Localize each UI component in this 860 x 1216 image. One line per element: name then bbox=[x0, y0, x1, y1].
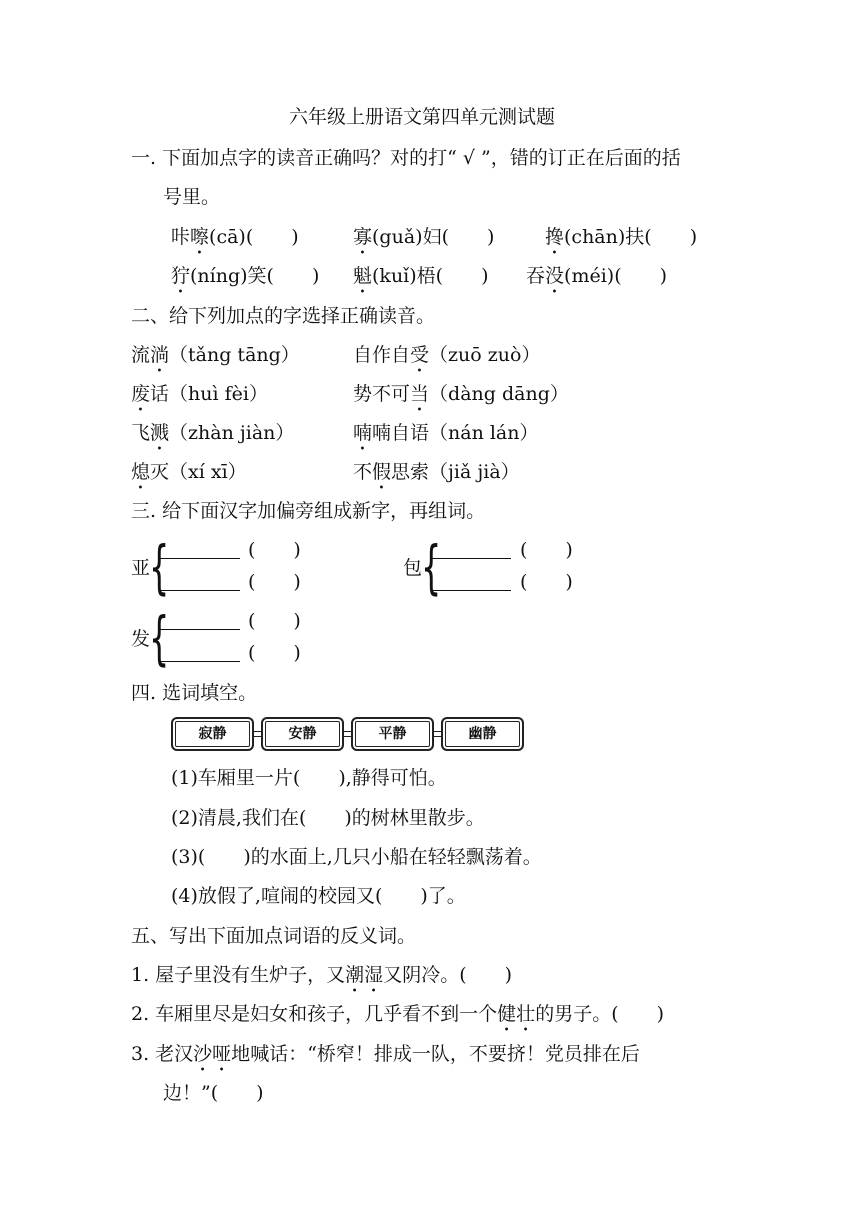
s3-blank[interactable] bbox=[160, 661, 240, 662]
s3-blank[interactable] bbox=[160, 558, 240, 559]
section-1-heading-cont: 号里。 bbox=[163, 186, 221, 208]
word-option-youjing: 幽静 bbox=[441, 717, 524, 751]
s1-item-4: 狞(níng)笑( ) bbox=[171, 265, 320, 287]
section-4-heading: 四. 选词填空。 bbox=[131, 682, 258, 704]
s3-char-ya: 亚 bbox=[131, 557, 151, 579]
s3-char-bao: 包 bbox=[403, 557, 423, 579]
s1-item-3: 搀(chān)扶( ) bbox=[545, 226, 698, 248]
word-option-anjing: 安静 bbox=[261, 717, 344, 751]
s2-item-1: 流淌（tǎng tāng） bbox=[131, 344, 300, 366]
s5-question-2: 2. 车厢里尽是妇女和孩子，几乎看不到一个健壮的男子。( ) bbox=[131, 1003, 665, 1025]
s4-question-4: (4)放假了,喧闹的校园又( )了。 bbox=[171, 885, 466, 907]
s3-blank[interactable] bbox=[431, 558, 511, 559]
s1-item-5: 魁(kuǐ)梧( ) bbox=[353, 265, 489, 287]
s2-item-3: 废话（huì fèi） bbox=[131, 383, 268, 405]
s1-item-2: 寡(guǎ)妇( ) bbox=[353, 226, 495, 248]
s3-blank[interactable] bbox=[160, 629, 240, 630]
s5-question-3-cont: 边！”( ) bbox=[163, 1082, 264, 1104]
s2-item-2: 自作自受（zuō zuò） bbox=[353, 344, 541, 366]
s4-question-2: (2)清晨,我们在( )的树林里散步。 bbox=[171, 807, 485, 829]
s3-paren: ( ) bbox=[248, 610, 301, 632]
s1-item-1: 咔嚓(cā)( ) bbox=[171, 226, 299, 248]
s2-item-5: 飞溅（zhàn jiàn） bbox=[131, 422, 295, 444]
s3-paren: ( ) bbox=[520, 539, 573, 561]
section-2-heading: 二、给下列加点的字选择正确读音。 bbox=[131, 305, 436, 327]
s3-char-fa: 发 bbox=[131, 628, 151, 650]
section-5-heading: 五、写出下面加点词语的反义词。 bbox=[131, 925, 417, 947]
page-title: 六年级上册语文第四单元测试题 bbox=[289, 106, 556, 128]
s2-item-6: 喃喃自语（nán lán） bbox=[353, 422, 539, 444]
s3-paren: ( ) bbox=[520, 571, 573, 593]
section-3-heading: 三. 给下面汉字加偏旁组成新字，再组词。 bbox=[131, 500, 486, 522]
s4-question-3: (3)( )的水面上,几只小船在轻轻飘荡着。 bbox=[171, 846, 542, 868]
s3-blank[interactable] bbox=[160, 590, 240, 591]
s3-blank[interactable] bbox=[431, 590, 511, 591]
s2-item-4: 势不可当（dàng dāng） bbox=[353, 383, 569, 405]
s5-question-1: 1. 屋子里没有生炉子，又潮湿又阴冷。( ) bbox=[131, 964, 513, 986]
s3-paren: ( ) bbox=[248, 571, 301, 593]
s4-question-1: (1)车厢里一片( ),静得可怕。 bbox=[171, 767, 447, 789]
s3-paren: ( ) bbox=[248, 539, 301, 561]
s3-brace-bao: { bbox=[421, 533, 442, 601]
s2-item-7: 熄灭（xí xī） bbox=[131, 461, 247, 483]
s3-brace-ya: { bbox=[149, 533, 170, 601]
s1-item-6: 吞没(méi)( ) bbox=[526, 265, 668, 287]
s2-item-8: 不假思索（jiǎ jià） bbox=[353, 461, 520, 483]
section-1-heading: 一. 下面加点字的读音正确吗？对的打“ √ ”，错的订正在后面的括 bbox=[131, 147, 681, 169]
word-option-pingjing: 平静 bbox=[351, 717, 434, 751]
s3-brace-fa: { bbox=[149, 604, 170, 672]
s5-question-3: 3. 老汉沙哑地喊话：“桥窄！排成一队，不要挤！党员排在后 bbox=[131, 1043, 640, 1065]
word-option-jijing: 寂静 bbox=[171, 717, 254, 751]
s3-paren: ( ) bbox=[248, 642, 301, 664]
